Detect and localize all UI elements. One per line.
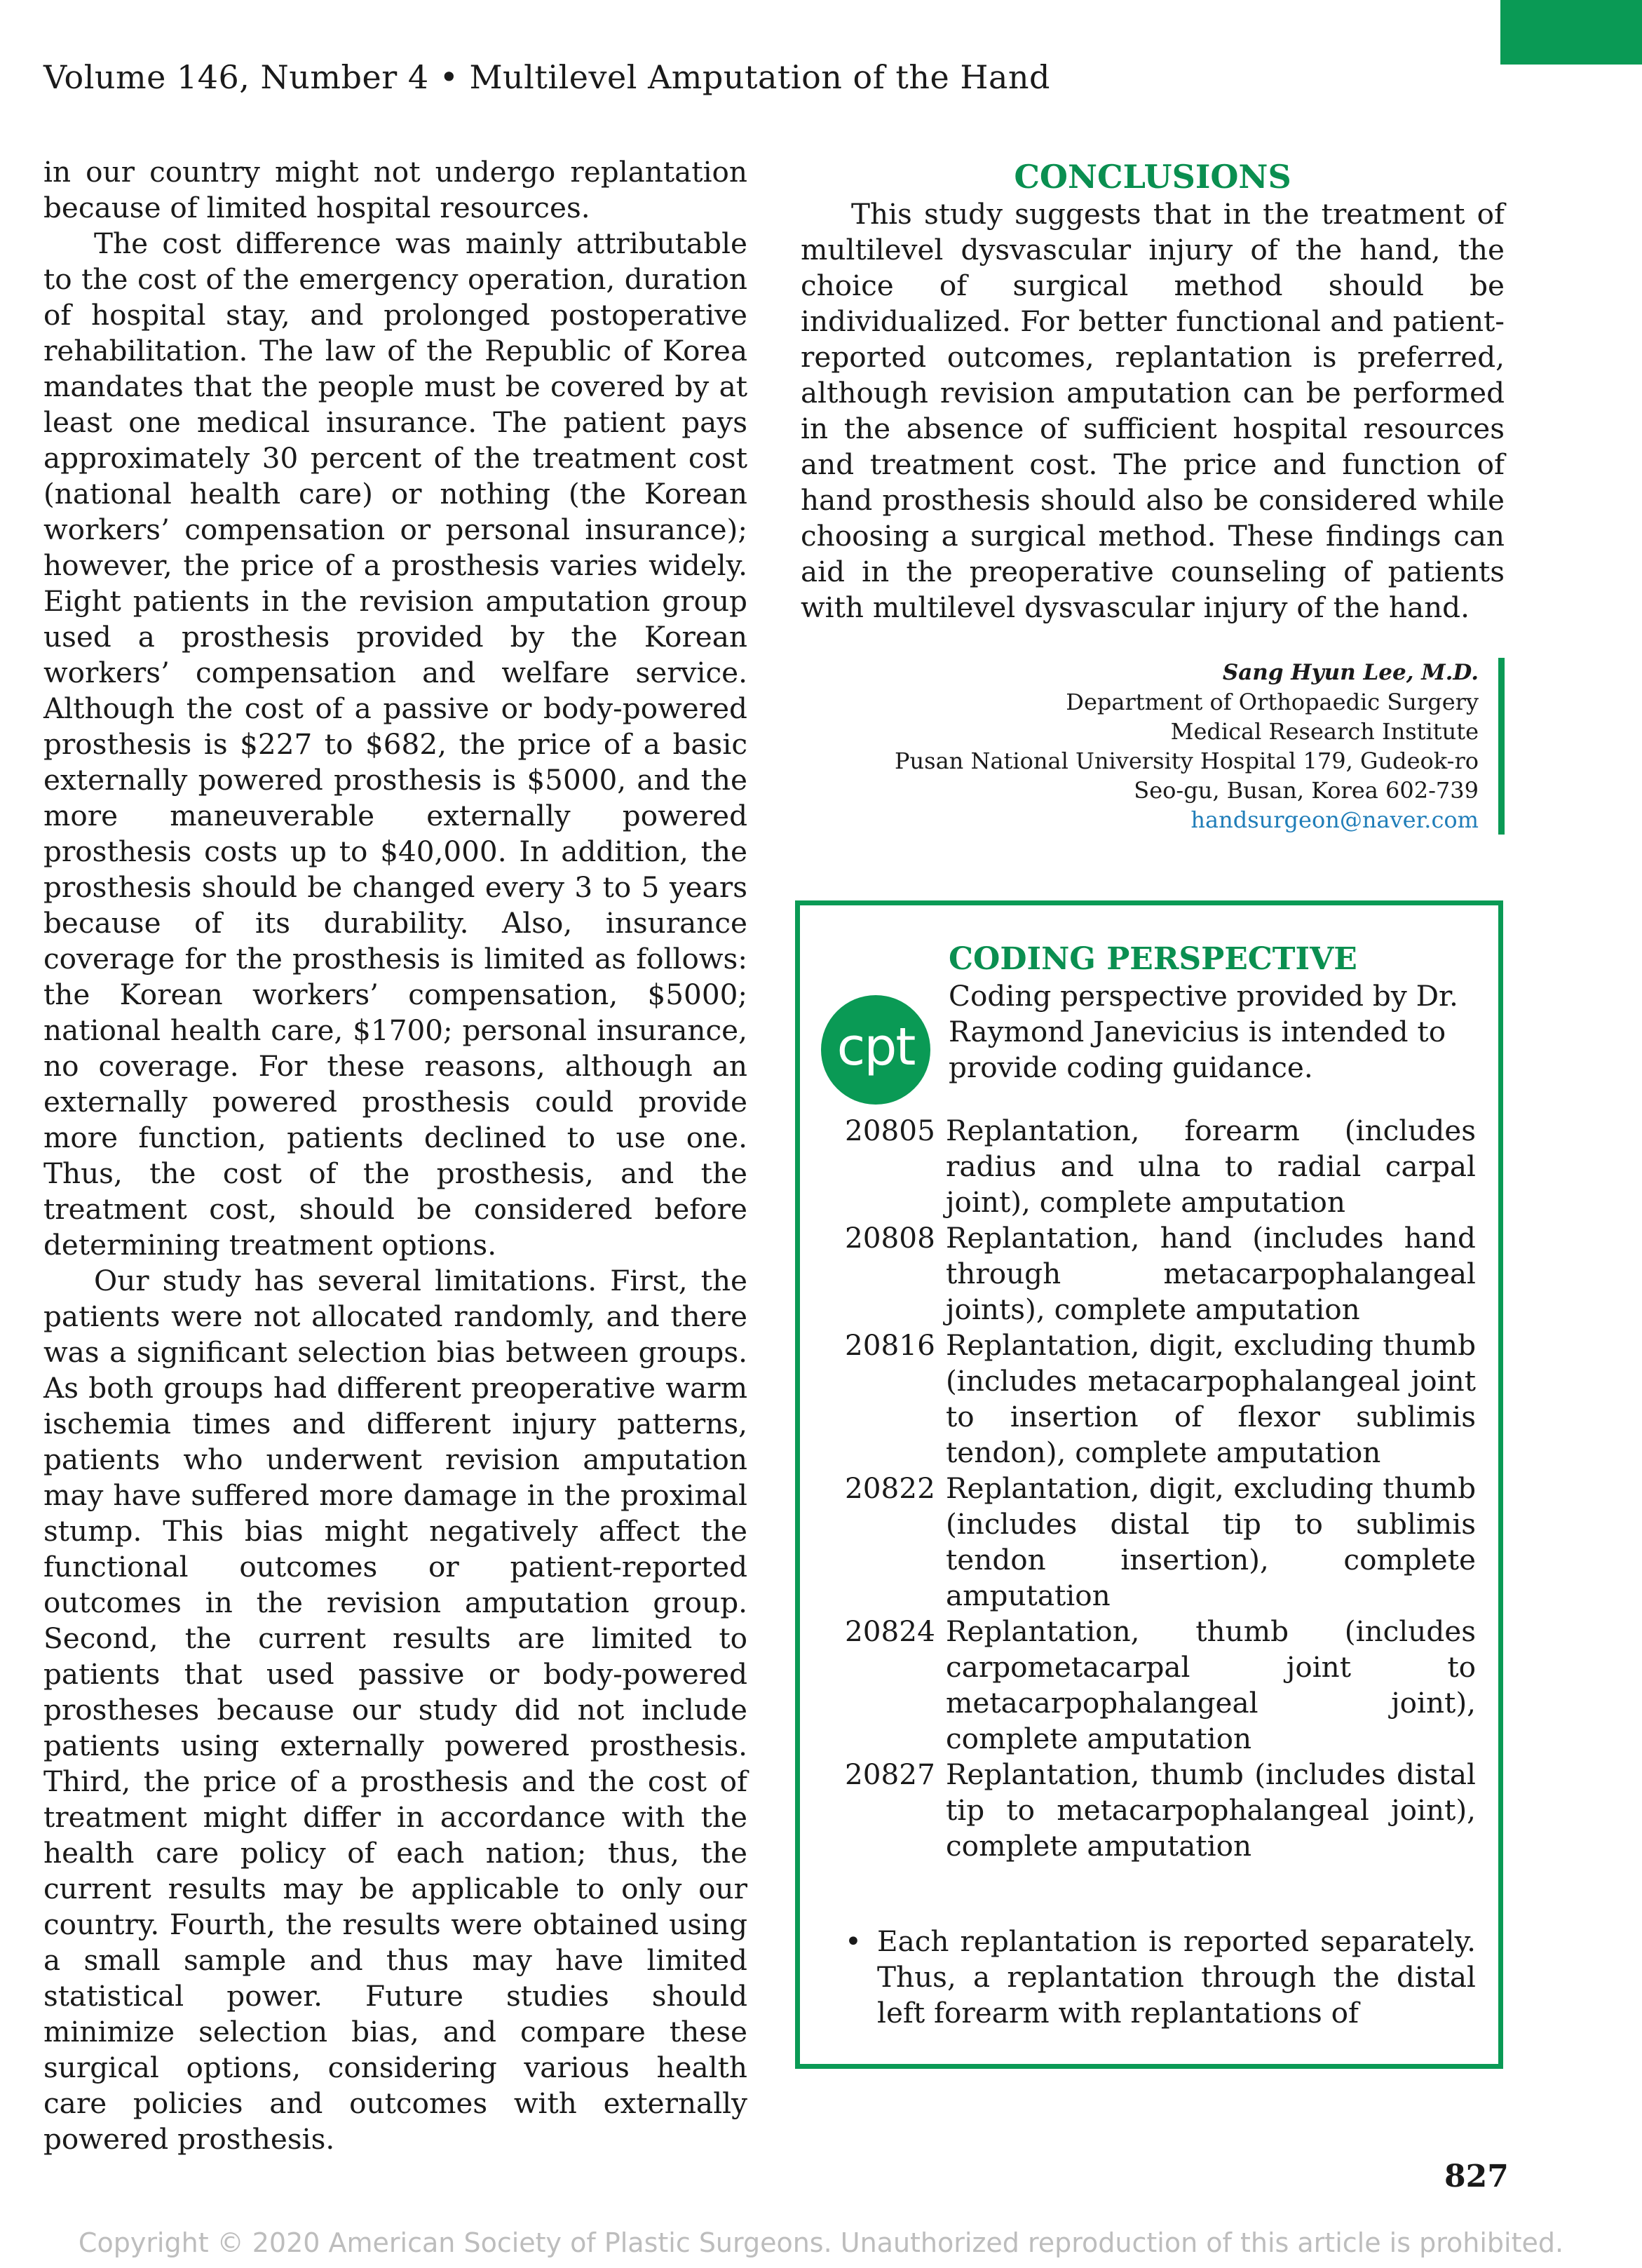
- code-number: 20827: [845, 1757, 935, 1791]
- author-email-link[interactable]: handsurgeon@naver.com: [1190, 806, 1479, 833]
- body-paragraph: Our study has several limitations. First, the patients were not allocated randomly, and there was a significant selection bias between groups. As both groups had different preoperative warm ischemia times and different injury patterns, patients who underwent revision amputation may have suffered more damage in the proximal stump. This bias might negatively affect the functional outcomes or patient-reported outcomes in the revision amputation group. Second, the current results are limited to patients that used passive or body-powered prostheses because our study did not include patients using externally powered prosthesis. Third, the price of a prosthesis and the cost of treatment might differ in accordance with the health care policy of each nation; thus, the current results may be applicable to only our country. Fourth, the results were obtained using a small sample and thus may have limited statistical power. Future studies should minimize selection bias, and compare these surgical options, considering various health care policies and outcomes with externally powered prosthesis.: [43, 1264, 747, 2156]
- code-item: [845, 1471, 1476, 1614]
- author-block: [801, 658, 1505, 835]
- author-affiliation: Department of Orthopaedic Surgery: [1066, 689, 1479, 715]
- code-number: 20816: [845, 1328, 935, 1362]
- author-affiliation: Pusan National University Hospital 179, Gudeok-ro: [895, 748, 1479, 774]
- right-column: [801, 154, 1505, 835]
- code-list: [845, 1113, 1476, 1864]
- code-description: Replantation, digit, excluding thumb (includes distal tip to sublimis tendon insertion), complete amputation: [946, 1471, 1476, 1612]
- code-number: 20805: [845, 1114, 935, 1147]
- running-head: Volume 146, Number 4 • Multilevel Amputation of the Hand: [43, 58, 1050, 96]
- author-affiliation: Medical Research Institute: [1170, 718, 1479, 745]
- section-tab: [1500, 0, 1642, 65]
- cpt-logo-icon: cpt: [821, 995, 930, 1105]
- code-item: [845, 1220, 1476, 1328]
- coding-bullet: [845, 1924, 1476, 2031]
- bullet-text: Each replantation is reported separately. Thus, a replantation through the distal left forearm with replantations of: [877, 1924, 1476, 2030]
- author-affiliation: Seo-gu, Busan, Korea 602-739: [1134, 777, 1479, 804]
- code-item: [845, 1113, 1476, 1220]
- conclusions-heading: CONCLUSIONS: [1014, 158, 1291, 196]
- conclusions-paragraph: This study suggests that in the treatment of multilevel dysvascular injury of the hand, the choice of surgical method should be individualized. For better functional and patient-reported outcomes, replantation is preferred, although revision amputation can be performed in the absence of sufficient hospital resources and treatment cost. The price and function of hand prosthesis should also be considered while choosing a surgical method. These findings can aid in the preoperative counseling of patients with multilevel dysvascular injury of the hand.: [801, 197, 1505, 624]
- code-description: Replantation, thumb (includes carpometacarpal joint to metacarpophalangeal joint), complete amputation: [946, 1614, 1476, 1755]
- code-description: Replantation, hand (includes hand through metacarpophalangeal joints), complete amputation: [946, 1221, 1476, 1326]
- author-name: Sang Hyun Lee, M.D.: [1222, 660, 1479, 685]
- code-number: 20824: [845, 1614, 935, 1648]
- coding-title: CODING PERSPECTIVE: [949, 941, 1357, 977]
- code-number: 20822: [845, 1471, 935, 1505]
- bullet-icon: •: [845, 1924, 862, 1958]
- code-description: Replantation, forearm (includes radius and ulna to radial carpal joint), complete amputation: [946, 1114, 1476, 1219]
- coding-perspective-box: [795, 900, 1503, 2069]
- body-paragraph: The cost difference was mainly attributable to the cost of the emergency operation, duration of hospital stay, and prolonged postoperative rehabilitation. The law of the Republic of Korea mandates that the people must be covered by at least one medical insurance. The patient pays approximately 30 percent of the treatment cost (national health care) or nothing (the Korean workers’ compensation or personal insurance); however, the price of a prosthesis varies widely. Eight patients in the revision amputation group used a prosthesis provided by the Korean workers’ compensation and welfare service. Although the cost of a passive or body-powered prosthesis is $227 to $682, the price of a basic externally powered prosthesis is $5000, and the more maneuverable externally powered prosthesis costs up to $40,000. In addition, the prosthesis should be changed every 3 to 5 years because of its durability. Also, insurance coverage for the prosthesis is limited as follows: the Korean workers’ compensation, $5000; national health care, $1700; personal insurance, no coverage. For these reasons, although an externally powered prosthesis could provide more function, patients declined to use one. Thus, the cost of the prosthesis, and the treatment cost, should be considered before determining treatment options.: [43, 227, 747, 1262]
- left-column: [43, 154, 747, 2157]
- body-paragraph: in our country might not undergo replantation because of limited hospital resources.: [43, 155, 747, 224]
- copyright-notice: Copyright © 2020 American Society of Plastic Surgeons. Unauthorized reproduction of this article is prohibited.: [78, 2227, 1564, 2258]
- code-number: 20808: [845, 1221, 935, 1255]
- page-number: 827: [1444, 2159, 1509, 2194]
- code-item: [845, 1614, 1476, 1757]
- code-item: [845, 1328, 1476, 1471]
- code-description: Replantation, thumb (includes distal tip to metacarpophalangeal joint), complete amputation: [946, 1757, 1476, 1863]
- code-description: Replantation, digit, excluding thumb (includes metacarpophalangeal joint to insertion of flexor sublimis tendon), complete amputation: [946, 1328, 1476, 1469]
- code-item: [845, 1757, 1476, 1864]
- coding-intro: Coding perspective provided by Dr. Raymond Janevicius is intended to provide coding guidance.: [949, 979, 1458, 1084]
